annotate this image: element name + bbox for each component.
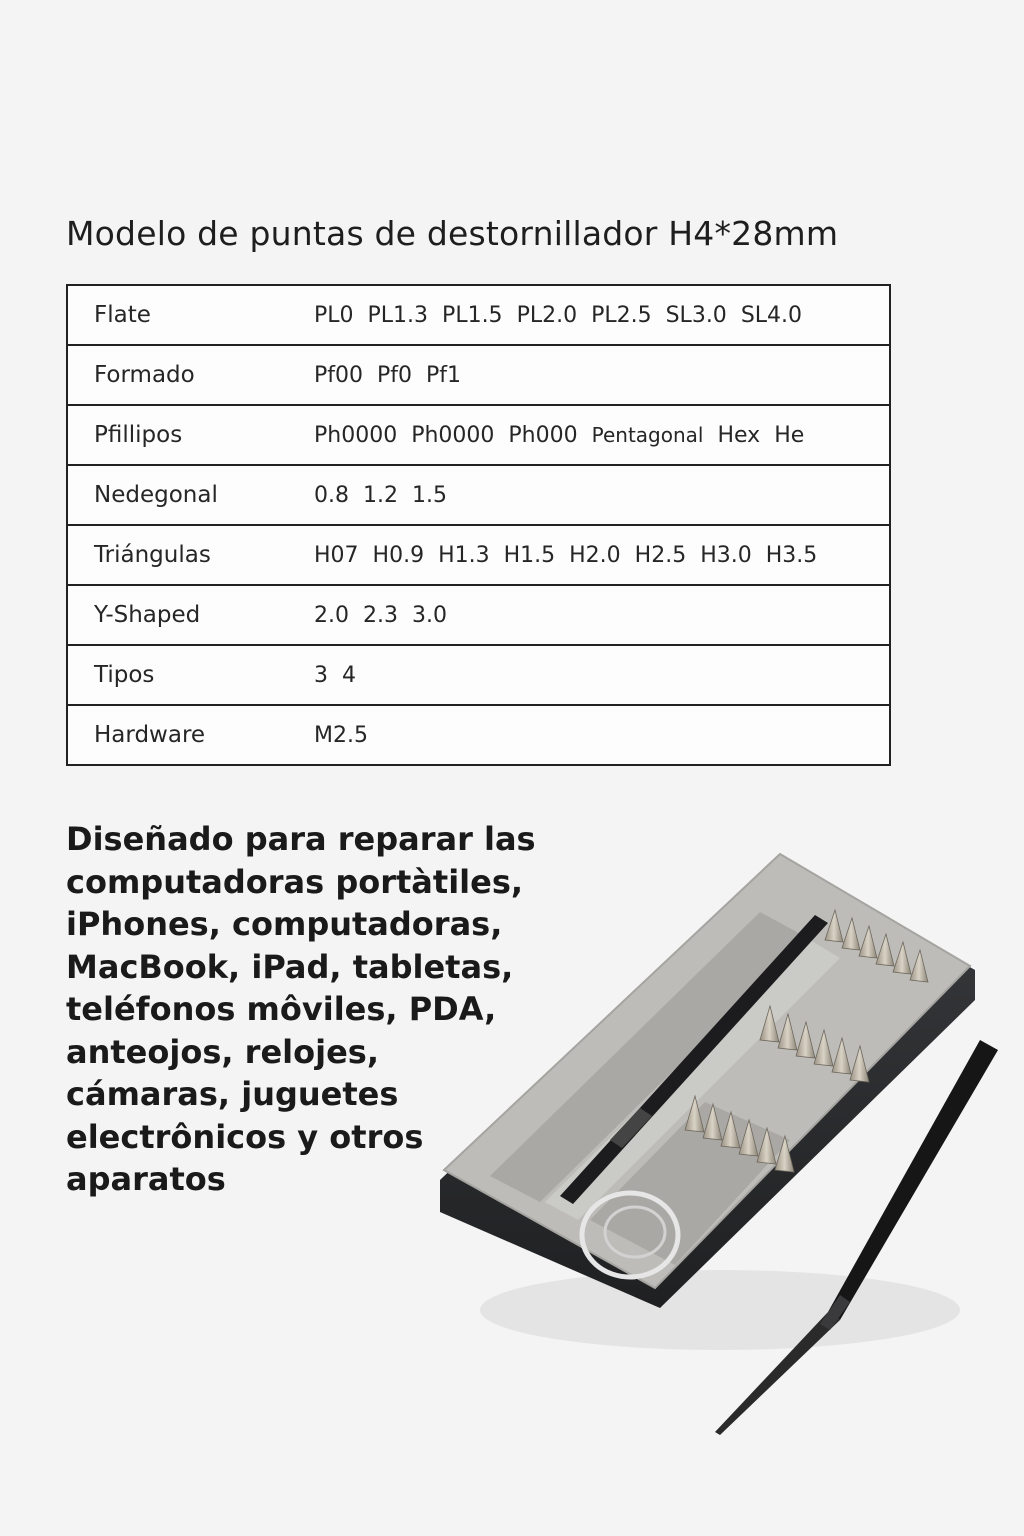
bit-model-value: Pentagonal: [591, 423, 704, 447]
bit-model-value: Pf1: [426, 363, 462, 388]
bit-model-value: H0.9: [372, 543, 425, 568]
bit-model-value: SL4.0: [740, 303, 803, 328]
table-row: [67, 705, 890, 765]
description-line: iPhones, computadoras,: [66, 905, 503, 943]
bit-model-value: Ph0000: [411, 423, 495, 448]
category-cell: Nedegonal: [67, 465, 314, 525]
values-cell: [314, 345, 890, 405]
bit-model-value: Hex: [717, 423, 761, 448]
bit-model-value: H2.5: [634, 543, 687, 568]
bit-model-value: H1.5: [503, 543, 556, 568]
bit-model-value: Pf00: [314, 363, 364, 388]
description-line: computadoras portàtiles,: [66, 862, 524, 901]
bit-model-value: H3.0: [700, 543, 752, 568]
table-row: [67, 525, 890, 585]
bit-model-value: Ph000: [508, 423, 578, 448]
bit-model-value: 3: [314, 663, 328, 688]
bit-model-value: PL2.5: [591, 303, 652, 328]
bit-model-value: M2.5: [314, 723, 368, 748]
bit-model-value: He: [774, 423, 805, 448]
description-line: MacBook, iPad, tabletas,: [66, 947, 514, 986]
category-cell: Hardware: [67, 705, 314, 765]
bit-model-value: 1.2: [363, 483, 398, 508]
page-title: Modelo de puntas de destornillador H4*28mm: [66, 214, 839, 253]
bit-model-value: 0.8: [314, 483, 349, 508]
values-cell: [314, 285, 890, 345]
bit-model-value: PL1.3: [367, 303, 429, 328]
table-row: [67, 405, 890, 465]
table-row: [67, 465, 890, 525]
bit-model-value: H2.0: [569, 543, 621, 568]
bit-model-value: Ph0000: [314, 423, 398, 448]
bit-model-value: H3.5: [765, 543, 818, 568]
table-row: [67, 585, 890, 645]
values-cell: [314, 525, 890, 585]
bit-model-value: Pf0: [377, 363, 413, 388]
table-row: [67, 285, 890, 345]
bit-model-value: PL0: [314, 303, 354, 328]
description-line: aparatos: [66, 1160, 226, 1198]
description-line: Diseñado para reparar las: [66, 820, 536, 858]
category-cell: Pfillipos: [67, 405, 314, 465]
category-cell: Flate: [94, 302, 151, 328]
bit-model-value: SL3.0: [665, 303, 727, 328]
bit-model-value: H1.3: [438, 543, 490, 568]
bit-model-value: 3.0: [412, 603, 447, 628]
screwdriver-kit-image: [430, 840, 1024, 1440]
bit-model-value: 1.5: [412, 483, 447, 508]
category-cell: Y-Shaped: [67, 585, 314, 645]
category-cell: Formado: [67, 345, 314, 405]
values-cell: [314, 705, 890, 765]
category-cell: Tipos: [67, 645, 314, 705]
bit-model-value: PL1.5: [442, 303, 503, 328]
description-line: anteojos, relojes,: [66, 1032, 379, 1071]
values-cell: [314, 585, 890, 645]
bit-model-value: H07: [314, 543, 359, 568]
table-row: [67, 345, 890, 405]
bit-model-value: 2.3: [363, 603, 398, 628]
bit-model-value: PL2.0: [516, 303, 578, 328]
values-cell: [314, 405, 890, 465]
category-cell: Triángulas: [67, 525, 314, 585]
bit-model-value: 4: [342, 663, 356, 688]
values-cell: [314, 645, 890, 705]
description-line: cámaras, juguetes: [66, 1075, 399, 1113]
description-line: electrônicos y otros: [66, 1117, 424, 1156]
bit-model-table: [66, 284, 891, 766]
bit-model-value: 2.0: [314, 603, 349, 628]
table-row: [67, 645, 890, 705]
description-line: teléfonos môviles, PDA,: [66, 990, 497, 1028]
values-cell: [314, 465, 890, 525]
